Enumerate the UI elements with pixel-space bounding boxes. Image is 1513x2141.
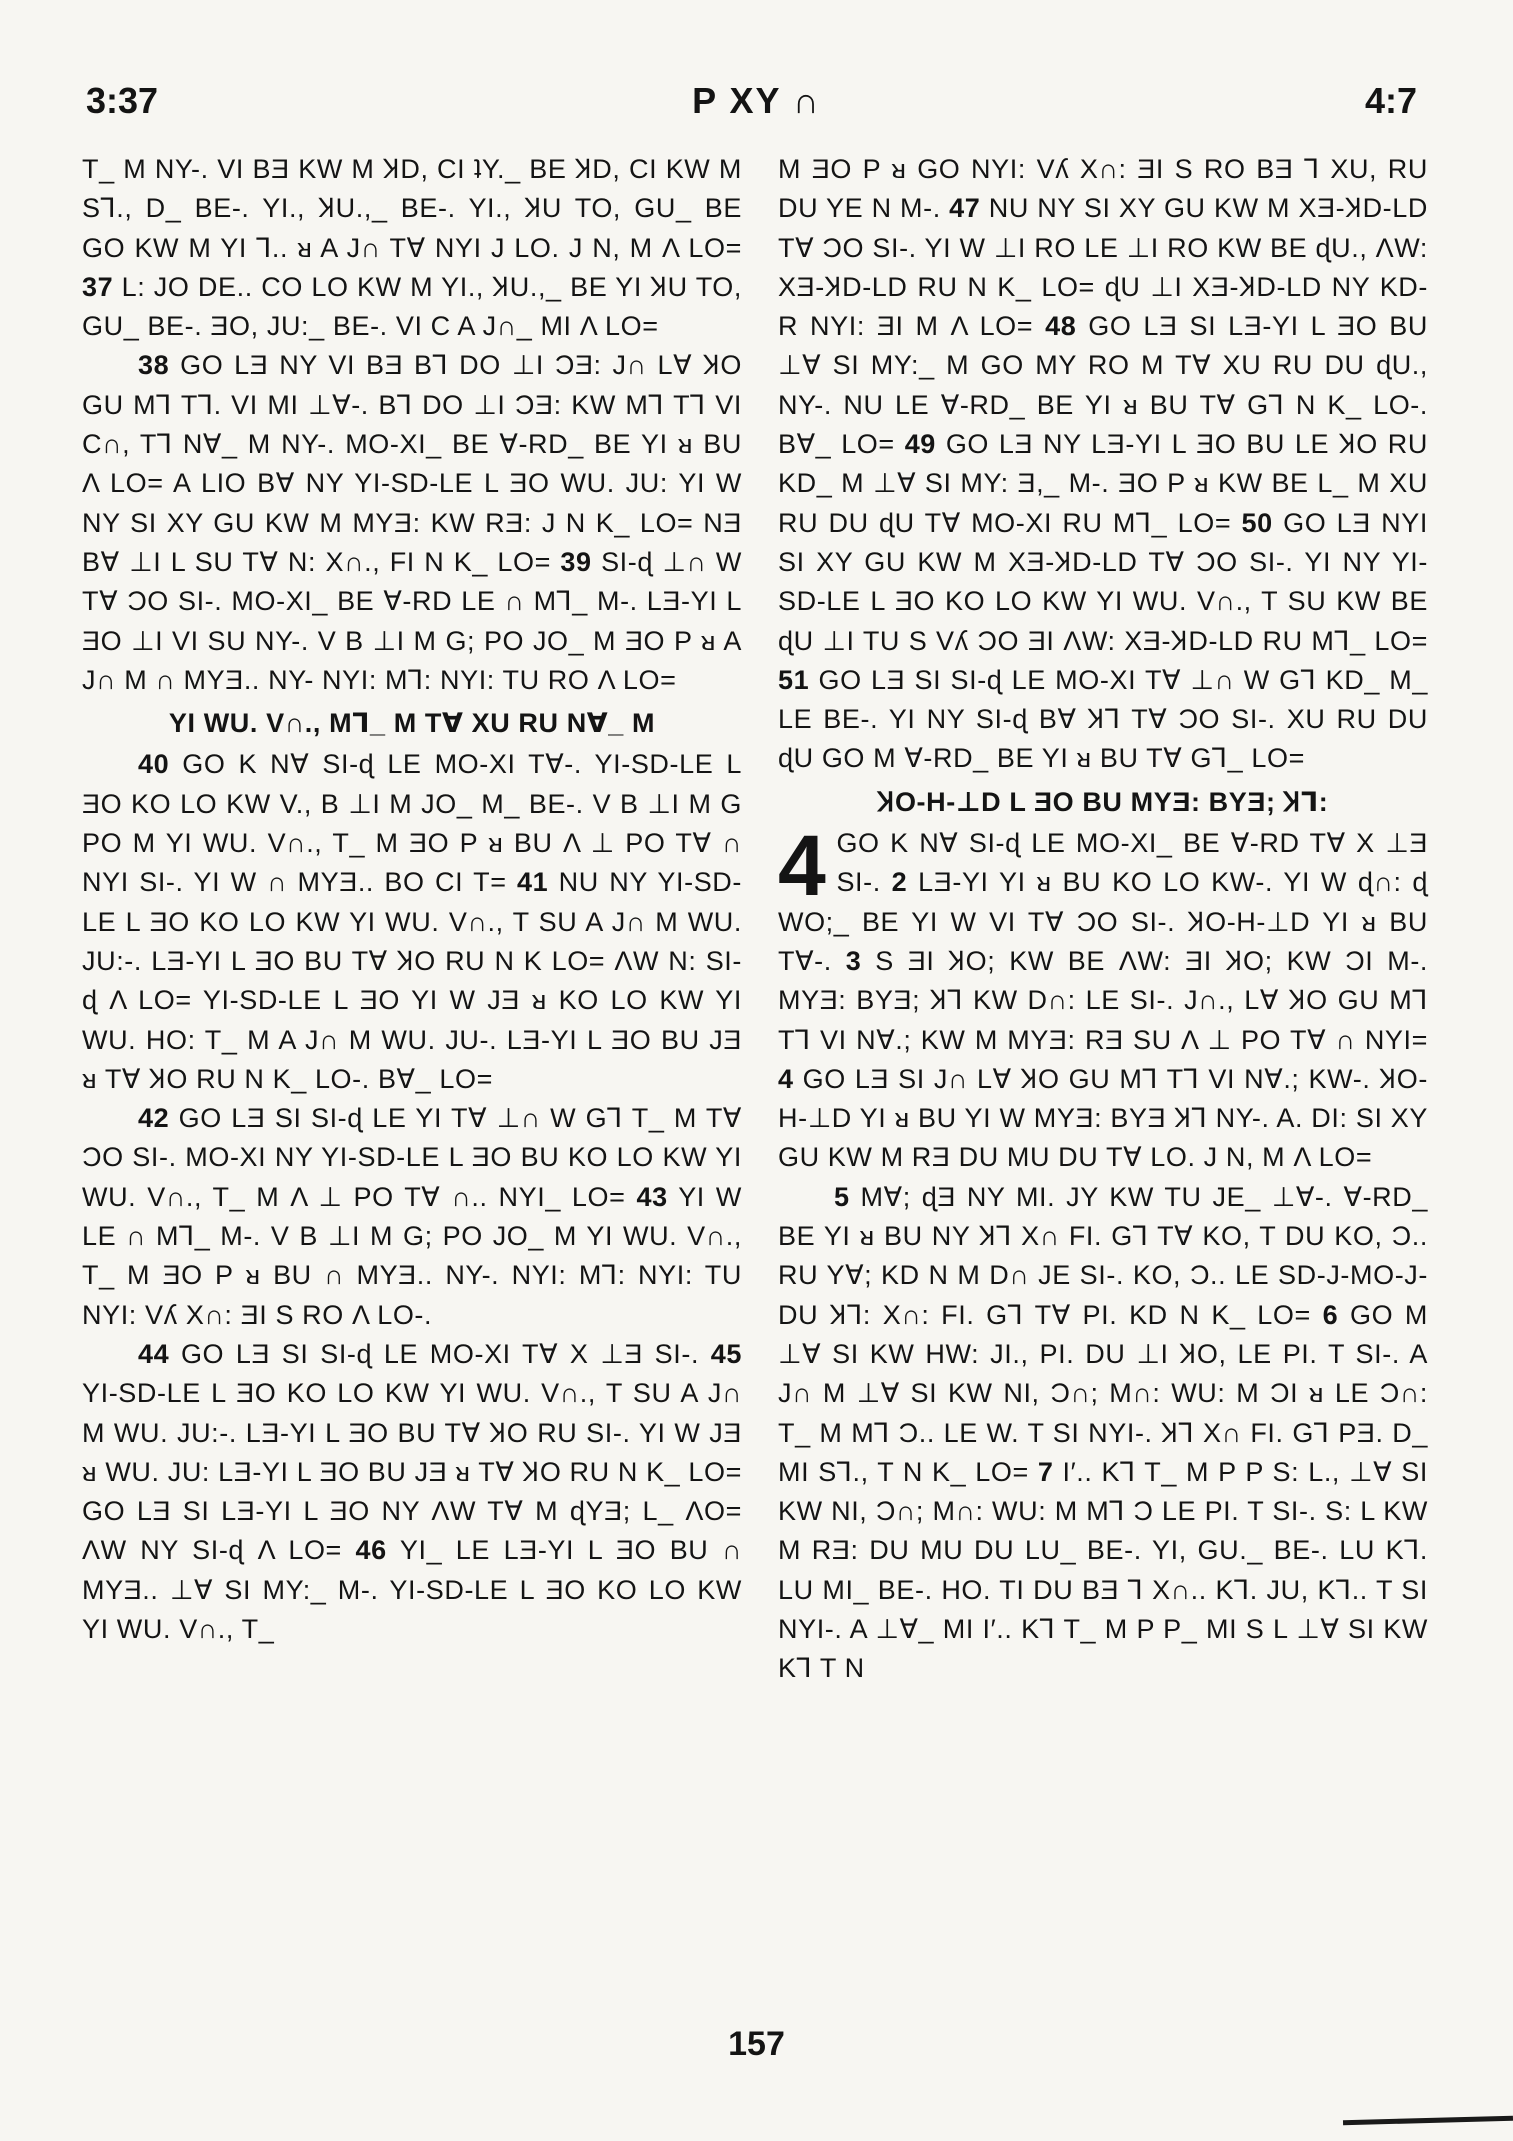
verse-number: 41 [517,867,549,898]
text-run: YI_ LE LƎ-YI L ƎO BU ∩ MYƎ.. ⊥∀ SI MY:_ M-. YI-SD-LE L ƎO KO LO KW YI WU. V∩., T_ [82,1535,742,1644]
text-run: T_ M NY-. VI BƎ KW M ꞰD, CI ʇY._ BE ꞰD, CI KW M SꞀ., D_ BE-. YI., ꞰU.,_ BE-. YI., ꞰU TO, GU_ BE GO KW M YI Ꞁ.. ᴚ A J∩ T∀ NYI J LO. J N, M Λ LO= [82,154,742,263]
paragraph [82,745,742,1099]
text-run: GO LƎ SI LƎ-YI L ƎO BU ⊥∀ SI MY:_ M GO MY RO M T∀ XU RU DU ɖU., NY-. NU LE ∀-RD_ BE YI ᴚ BU T∀ GꞀ N K_ LO-. B∀_ LO= [778,311,1428,460]
verse-number: 4 [778,1063,794,1094]
text-run: SI-ɖ ⊥∩ W T∀ ƆO SI-. MO-XI_ BE ∀-RD LE ∩ MꞀ_ M-. LƎ-YI L ƎO ⊥I VI SU NY-. V B ⊥I M G; PO JO_ M ƎO P ᴚ A J∩ M ∩ MYƎ.. NY- NYI: MꞀ: NYI: TU RO Λ LO= [82,546,742,695]
paragraph [778,150,1428,779]
text-run: YI W LE ∩ MꞀ_ M-. V B ⊥I M G; PO JO_ M YI WU. V∩., T_ M ƎO P ᴚ BU ∩ MYƎ.. NY-. NYI: MꞀ: NYI: TU NYI: Vʎ X∩: ƎI S RO Λ LO-. [82,1181,742,1330]
paragraph [82,150,742,346]
text-run: GO LƎ NY VI BƎ BꞀ DO ⊥I ƆƎ: J∩ L∀ ꞰO GU MꞀ TꞀ. VI MI ⊥∀-. BꞀ DO ⊥I ƆƎ: KW MꞀ TꞀ VI C∩, TꞀ N∀_ M NY-. MO-XI_ BE ∀-RD_ BE YI ᴚ BU Λ LO= A LIO B∀ NY YI-SD-LE L ƎO WU. JU: YI W NY SI XY GU KW M MYƎ: KW RƎ: J N K_ LO= NƎ B∀ ⊥I L SU T∀ N: X∩., FI N K_ LO= [82,350,742,577]
paragraph [82,1335,742,1649]
verse-number: 51 [778,664,810,695]
verse-number: 2 [891,867,908,898]
paragraph [778,818,1429,1178]
verse-number: 44 [138,1338,170,1369]
verse-number: 5 [834,1181,850,1212]
text-run: S ƎI ꞰO; KW BE ΛW: ƎI ꞰO; KW ƆI M-. MYƎ: BYƎ; ꞰꞀ KW D∩: LE SI-. J∩., L∀ ꞰO GU MꞀ TꞀ VI N∀.; KW M MYƎ: RƎ SU Λ ⊥ PO T∀ ∩ NYI= [778,945,1429,1055]
header-book-title: P XY ∩ [692,80,821,121]
right-column [778,150,1428,1689]
verse-number: 45 [710,1338,742,1369]
text-run: M∀; ɖƎ NY MI. JY KW TU JE_ ⊥∀-. ∀-RD_ BE YI ᴚ BU NY ꞰꞀ X∩ FI. GꞀ T∀ KO, T DU KO, Ɔ.. RU Y∀; KD N M D∩ JE SI-. KO, Ɔ.. LE SD-J-MO-J-DU ꞰꞀ: X∩: FI. GꞀ T∀ PI. KD N K_ LO= [778,1181,1428,1330]
text-run: M ƎO P ᴚ GO NYI: Vʎ X∩: ƎI S RO BƎ Ꞁ XU, RU DU YE N M-. [778,154,1428,224]
text-run: NU NY SI XY GU KW M XƎ-ꞰD-LD T∀ ƆO SI-. YI W ⊥I RO LE ⊥I RO KW BE ɖU., ΛW: XƎ-ꞰD-LD RU N K_ LO= ɖU ⊥I XƎ-ꞰD-LD NY KD-R NYI: ƎI M Λ LO= [778,193,1428,342]
header-verse-end: 4:7 [1364,80,1417,121]
verse-number: 43 [636,1181,668,1212]
verse-number: 7 [1037,1456,1054,1487]
verse-number: 3 [845,945,862,976]
text-run: GO LƎ SI J∩ L∀ ꞰO GU MꞀ TꞀ VI N∀.; KW-. ꞰO-H-⊥D YI ᴚ BU YI W MYƎ: BYƎ ꞰꞀ NY-. A. DI: SI XY GU KW M RƎ DU MU DU T∀ LO. J N, M Λ LO= [778,1063,1428,1173]
verse-number: 42 [138,1103,170,1134]
text-run: GO M ⊥∀ SI KW HW: JI., PI. DU ⊥I ꞰO, LE PI. T SI-. A J∩ M ⊥∀ SI KW NI, Ɔ∩; M∩: WU: M ƆI ᴚ LE Ɔ∩: T_ M MꞀ Ɔ.. LE W. T SI NYI-. ꞰꞀ X∩ FI. GꞀ PƎ. D_ MI SꞀ., T N K_ LO= [778,1299,1428,1487]
verse-number: 49 [904,429,936,460]
text-run: GO LƎ SI SI-ɖ LE MO-XI T∀ X ⊥Ǝ SI-. [180,1338,700,1369]
verse-number: 38 [138,350,170,381]
verse-number: 50 [1241,507,1273,538]
verse-number: 47 [949,193,981,224]
chapter-number: 4 [778,818,827,915]
text-run: GO K N∀ SI-ɖ LE MO-XI T∀-. YI-SD-LE L ƎO KO LO KW V., B ⊥I M JO_ M_ BE-. V B ⊥I M G PO M YI WU. V∩., T_ M ƎO P ᴚ BU Λ ⊥ PO T∀ ∩ NYI SI-. YI W ∩ MYƎ.. BO CI T= [82,749,743,898]
paragraph [778,1178,1428,1689]
paragraph [82,346,742,700]
text-run: GO LƎ SI SI-ɖ LE MO-XI T∀ ⊥∩ W GꞀ KD_ M_ LE BE-. YI NY SI-ɖ B∀ ꞰꞀ T∀ ƆO SI-. XU RU DU ɖU GO M ∀-RD_ BE YI ᴚ BU T∀ GꞀ_ LO= [778,664,1428,774]
verse-number: 46 [355,1535,387,1566]
text-run: I′.. KꞀ T_ M P P S: L., ⊥∀ SI KW NI, Ɔ∩; M∩: WU: M MꞀ Ɔ LE PI. T SI-. S: L KW M RƎ: DU MU DU LU_ BE-. YI, GU._ BE-. LU KꞀ. LU MI_ BE-. HO. TI DU BƎ Ꞁ X∩.. KꞀ. JU, KꞀ.. T SI NYI-. A ⊥∀_ MI I′.. KꞀ T_ M P P_ MI S L ⊥∀ SI KW KꞀ T N [778,1456,1428,1684]
corner-rule [1343,2116,1513,2125]
text-run: YI-SD-LE L ƎO KO LO KW YI WU. V∩., T SU A J∩ M WU. JU:-. LƎ-YI L ƎO BU T∀ ꞰO RU SI-. YI W JƎ ᴚ WU. JU: LƎ-YI L ƎO BU JƎ ᴚ T∀ ꞰO RU N K_ LO= GO LƎ SI LƎ-YI L ƎO NY ΛW T∀ M ɖYƎ; L_ ΛO= ΛW NY SI-ɖ Λ LO= [82,1378,742,1566]
section-heading: YI WU. V∩., MꞀ_ M T∀ XU RU N∀_ M [168,708,656,739]
paragraph [82,1099,742,1335]
text-run: GO LƎ SI SI-ɖ LE YI T∀ ⊥∩ W GꞀ T_ M T∀ ƆO SI-. MO-XI NY YI-SD-LE L ƎO BU KO LO KW YI WU. V∩., T_ M Λ ⊥ PO T∀ ∩.. NYI_ LO= [82,1103,742,1212]
verse-number: 6 [1322,1299,1339,1330]
text-run: NU NY YI-SD-LE L ƎO KO LO KW YI WU. V∩., T SU A J∩ M WU. JU:-. LƎ-YI L ƎO BU T∀ ꞰO RU N K LO= ΛW N: SI-ɖ Λ LO= YI-SD-LE L ƎO YI W JƎ ᴚ KO LO KW YI WU. HO: T_ M A J∩ M WU. JU-. LƎ-YI L ƎO BU JƎ ᴚ T∀ ꞰO RU N K_ LO-. B∀_ LO= [82,867,742,1094]
left-column [82,150,742,1649]
verse-number: 40 [138,749,170,780]
text-run: GO K N∀ SI-ɖ LE MO-XI_ BE ∀-RD T∀ X ⊥Ǝ SI-. [836,828,1428,898]
verse-number: 39 [560,546,592,577]
text-run: GO LƎ NYI SI XY GU KW M XƎ-ꞰD-LD T∀ ƆO SI-. YI NY YI-SD-LE L ƎO KO LO KW YI WU. V∩., T SU KW BE ɖU ⊥I TU S Vʎ ƆO ƎI ΛW: XƎ-ꞰD-LD RU MꞀ_ LO= [778,507,1428,656]
verse-number: 37 [82,271,114,302]
header-verse-start: 3:37 [86,80,159,121]
text-run: GO LƎ NY LƎ-YI L ƎO BU LE ꞰO RU KD_ M ⊥∀ SI MY: Ǝ,_ M-. ƎO P ᴚ KW BE L_ M XU RU DU ɖU T∀ MO-XI RU MꞀ_ LO= [778,429,1428,538]
text-run: LƎ-YI YI ᴚ BU KO LO KW-. YI W ɖ∩: ɖ WO;_ BE YI W VI T∀ ƆO SI-. ꞰO-H-⊥D YI ᴚ BU T∀-. [778,867,1428,976]
text-run: L: JO DE.. CO LO KW M YI., ꞰU.,_ BE YI ꞰU TO, GU_ BE-. ƎO, JU:_ BE-. VI C A J∩_ MI Λ LO= [82,271,742,342]
section-heading: ꞰO-H-⊥D L ƎO BU MYƎ: BYƎ; ꞰꞀ: [877,786,1329,817]
page-number: 157 [728,2025,785,2063]
verse-number: 48 [1045,311,1077,342]
